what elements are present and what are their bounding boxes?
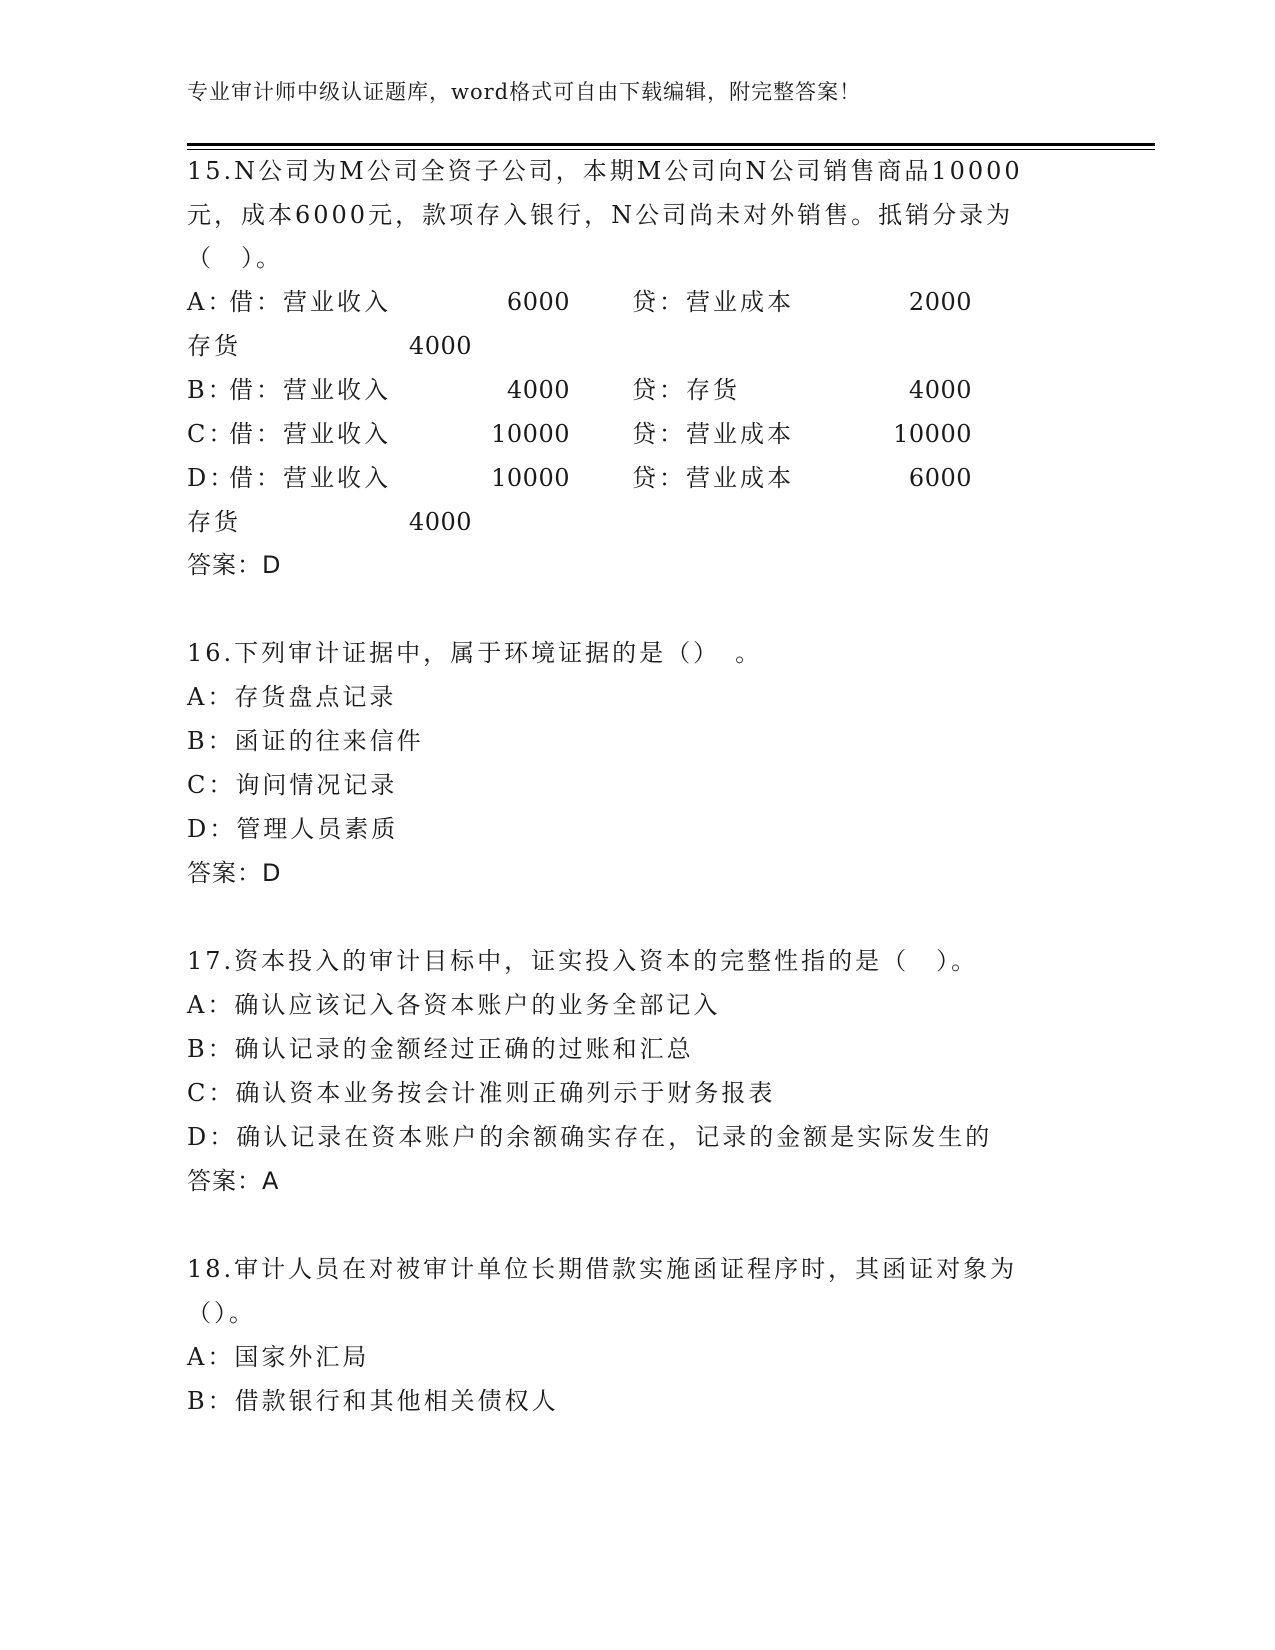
question-15-stem-line-2: 元，成本6000元，款项存入银行，N公司尚未对外销售。抵销分录为 bbox=[187, 201, 1014, 229]
question-15-option-c-debit: 借：营业收入 bbox=[229, 420, 391, 448]
question-17-stem: 17.资本投入的审计目标中，证实投入资本的完整性指的是（ ）。 bbox=[187, 947, 979, 975]
question-15-option-c-debit-amount: 10000 bbox=[491, 420, 570, 448]
question-18-option-a: A：国家外汇局 bbox=[187, 1343, 370, 1371]
question-16-answer: 答案：D bbox=[187, 859, 282, 887]
question-15-option-c-credit-amount: 10000 bbox=[893, 420, 972, 448]
question-15-option-a-credit-amount: 2000 bbox=[908, 288, 972, 316]
question-15-option-c-label: C： bbox=[187, 420, 236, 448]
question-17-option-c: C：确认资本业务按会计准则正确列示于财务报表 bbox=[187, 1079, 776, 1107]
question-15-answer: 答案：D bbox=[187, 551, 282, 579]
header-rule-thick bbox=[187, 143, 1155, 146]
question-15-option-b-credit-amount: 4000 bbox=[908, 376, 972, 404]
question-15-option-b-credit: 贷：存货 bbox=[632, 376, 740, 404]
question-15-option-b-debit-amount: 4000 bbox=[506, 376, 570, 404]
question-15-option-a-credit: 贷：营业成本 bbox=[632, 288, 794, 316]
question-17-answer: 答案：A bbox=[187, 1167, 280, 1195]
question-16-option-a: A：存货盘点记录 bbox=[187, 683, 397, 711]
question-15-stem-line-1: 15.N公司为M公司全资子公司，本期M公司向N公司销售商品10000 bbox=[187, 157, 1023, 185]
question-16-option-c: C：询问情况记录 bbox=[187, 771, 398, 799]
question-15-option-c-credit: 贷：营业成本 bbox=[632, 420, 794, 448]
question-15-option-d-debit: 借：营业收入 bbox=[229, 464, 391, 492]
question-15-option-d-extra-amount: 4000 bbox=[408, 508, 472, 536]
question-15-option-b-label: B： bbox=[187, 376, 235, 404]
question-15-option-a-debit-amount: 6000 bbox=[506, 288, 570, 316]
question-17-option-a: A：确认应该记入各资本账户的业务全部记入 bbox=[187, 991, 721, 1019]
page-header: 专业审计师中级认证题库，word格式可自由下载编辑，附完整答案！ bbox=[187, 80, 862, 104]
question-18-stem-line-1: 18.审计人员在对被审计单位长期借款实施函证程序时，其函证对象为 bbox=[187, 1255, 1018, 1283]
header-rule-thin bbox=[187, 149, 1155, 150]
question-16-option-b: B：函证的往来信件 bbox=[187, 727, 424, 755]
question-15-option-d-credit: 贷：营业成本 bbox=[632, 464, 794, 492]
question-18-stem-line-2: （）。 bbox=[187, 1299, 256, 1327]
question-18-option-b: B：借款银行和其他相关债权人 bbox=[187, 1387, 559, 1415]
question-15-option-b-debit: 借：营业收入 bbox=[229, 376, 391, 404]
question-15-option-a-extra-amount: 4000 bbox=[408, 332, 472, 360]
question-15-stem-line-3: （ ）。 bbox=[187, 244, 283, 272]
question-15-option-d-credit-amount: 6000 bbox=[908, 464, 972, 492]
question-16-stem: 16.下列审计证据中，属于环境证据的是（） 。 bbox=[187, 639, 763, 667]
question-15-option-a-label: A： bbox=[187, 288, 235, 316]
question-15-option-d-label: D： bbox=[187, 464, 237, 492]
question-15-option-a-debit: 借：营业收入 bbox=[229, 288, 391, 316]
question-15-option-a-extra-account: 存货 bbox=[187, 332, 241, 360]
question-17-option-d: D：确认记录在资本账户的余额确实存在，记录的金额是实际发生的 bbox=[187, 1123, 993, 1151]
question-15-option-d-debit-amount: 10000 bbox=[491, 464, 570, 492]
question-15-option-d-extra-account: 存货 bbox=[187, 508, 241, 536]
question-17-option-b: B：确认记录的金额经过正确的过账和汇总 bbox=[187, 1035, 694, 1063]
question-16-option-d: D：管理人员素质 bbox=[187, 815, 399, 843]
